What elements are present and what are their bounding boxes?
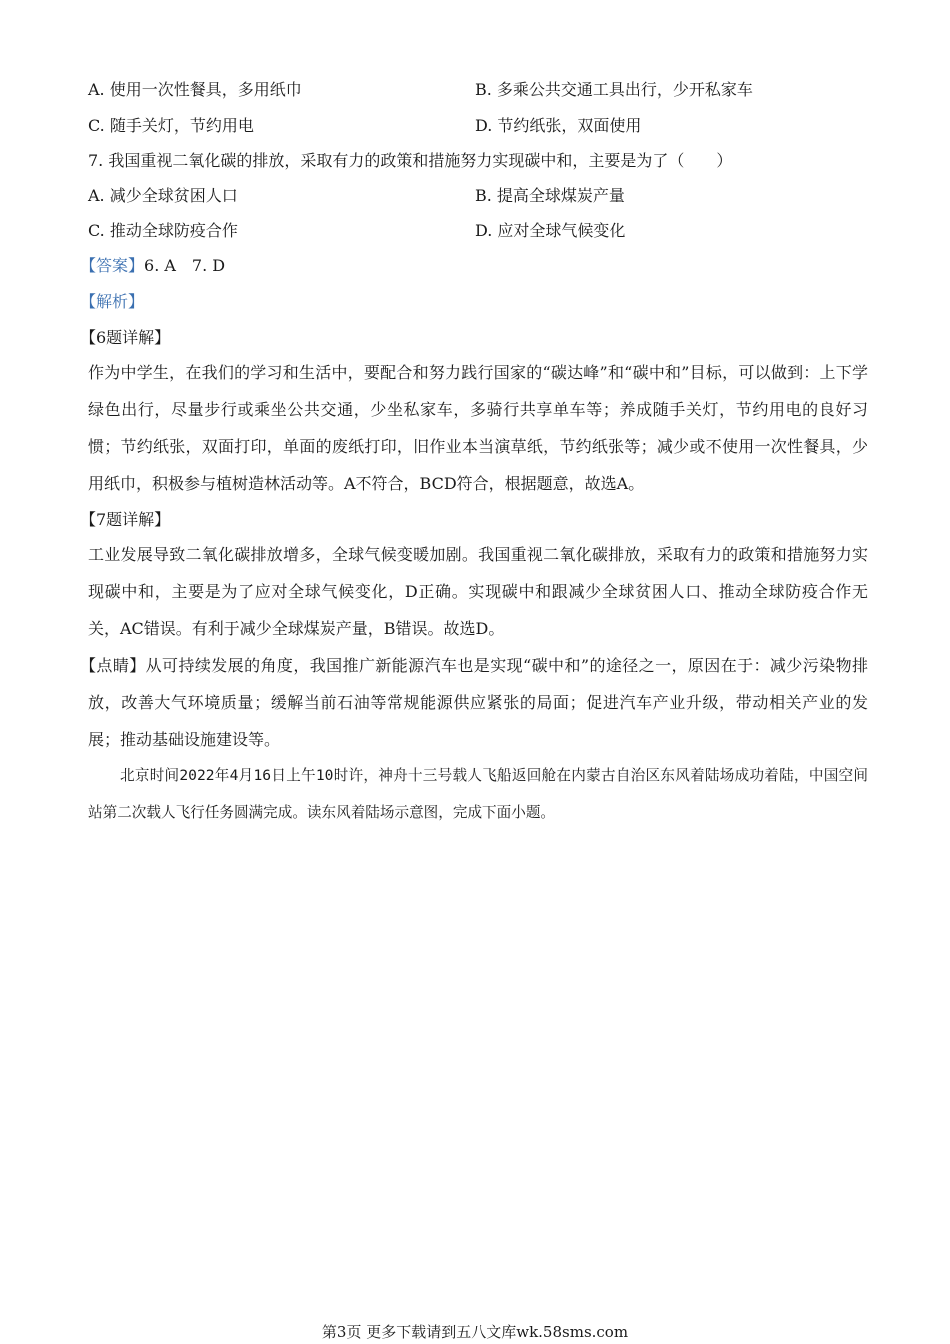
- q7-detail-heading: 【7题详解】: [80, 510, 171, 529]
- page-footer: 第3页 更多下载请到五八文库wk.58sms.com: [321, 1323, 629, 1341]
- q7-options-row-1: [88, 184, 868, 208]
- q7-option-b: B. 提高全球煤炭产量: [475, 186, 625, 205]
- q6-options-row-2: [88, 114, 868, 138]
- q6-option-c: C. 随手关灯，节约用电: [88, 116, 254, 135]
- q7-option-a: A. 减少全球贫困人口: [88, 186, 238, 205]
- q7-option-d: D. 应对全球气候变化: [475, 221, 626, 240]
- q7-detail-text: 工业发展导致二氧化碳排放增多，全球气候变暖加剧。我国重视二氧化碳排放，采取有力的政策和措施努力实现碳中和，主要是为了应对全球气候变化，D正确。实现碳中和跟减少全球贫困人口、推动全球防疫合作无关，AC错误。有利于减少全球煤炭产量，B错误。故选D。: [88, 545, 868, 638]
- answer-line: [80, 254, 225, 278]
- answer-label: 【答案】: [80, 256, 145, 275]
- comment-label: 【点睛】: [80, 656, 146, 675]
- intro-paragraph: 北京时间2022年4月16日上午10时许，神舟十三号载人飞船返回舱在内蒙古自治区东风着陆场成功着陆，中国空间站第二次载人飞行任务圆满完成。读东风着陆场示意图，完成下面小题。: [88, 767, 868, 821]
- q6-options-row-1: [88, 78, 868, 102]
- comment-text: 从可持续发展的角度，我国推广新能源汽车也是实现“碳中和”的途径之一，原因在于：减少污染物排放，改善大气环境质量；缓解当前石油等常规能源供应紧张的局面；促进汽车产业升级，带动相关产业的发展；推动基础设施建设等。: [88, 656, 868, 749]
- q6-detail-text: 作为中学生，在我们的学习和生活中，要配合和努力践行国家的“碳达峰”和“碳中和”目标，可以做到：上下学绿色出行，尽量步行或乘坐公共交通，少坐私家车，多骑行共享单车等；养成随手关灯，节约用电的良好习惯；节约纸张，双面打印，单面的废纸打印，旧作业本当演草纸，节约纸张等；减少或不使用一次性餐具，少用纸巾，积极参与植树造林活动等。A不符合，BCD符合，根据题意，故选A。: [88, 363, 868, 493]
- q6-option-a: A. 使用一次性餐具，多用纸巾: [88, 80, 302, 99]
- answer-text: 6. A 7. D: [144, 256, 226, 275]
- q7-options-row-2: [88, 219, 868, 243]
- q6-detail-heading: 【6题详解】: [80, 328, 171, 347]
- q6-option-b: B. 多乘公共交通工具出行，少开私家车: [475, 80, 753, 99]
- q7-stem: 7. 我国重视二氧化碳的排放，采取有力的政策和措施努力实现碳中和，主要是为了（ ）: [88, 151, 733, 170]
- comment-block: [80, 647, 868, 758]
- analysis-label: 【解析】: [80, 292, 145, 311]
- q6-option-d: D. 节约纸张，双面使用: [475, 116, 642, 135]
- q7-option-c: C. 推动全球防疫合作: [88, 221, 238, 240]
